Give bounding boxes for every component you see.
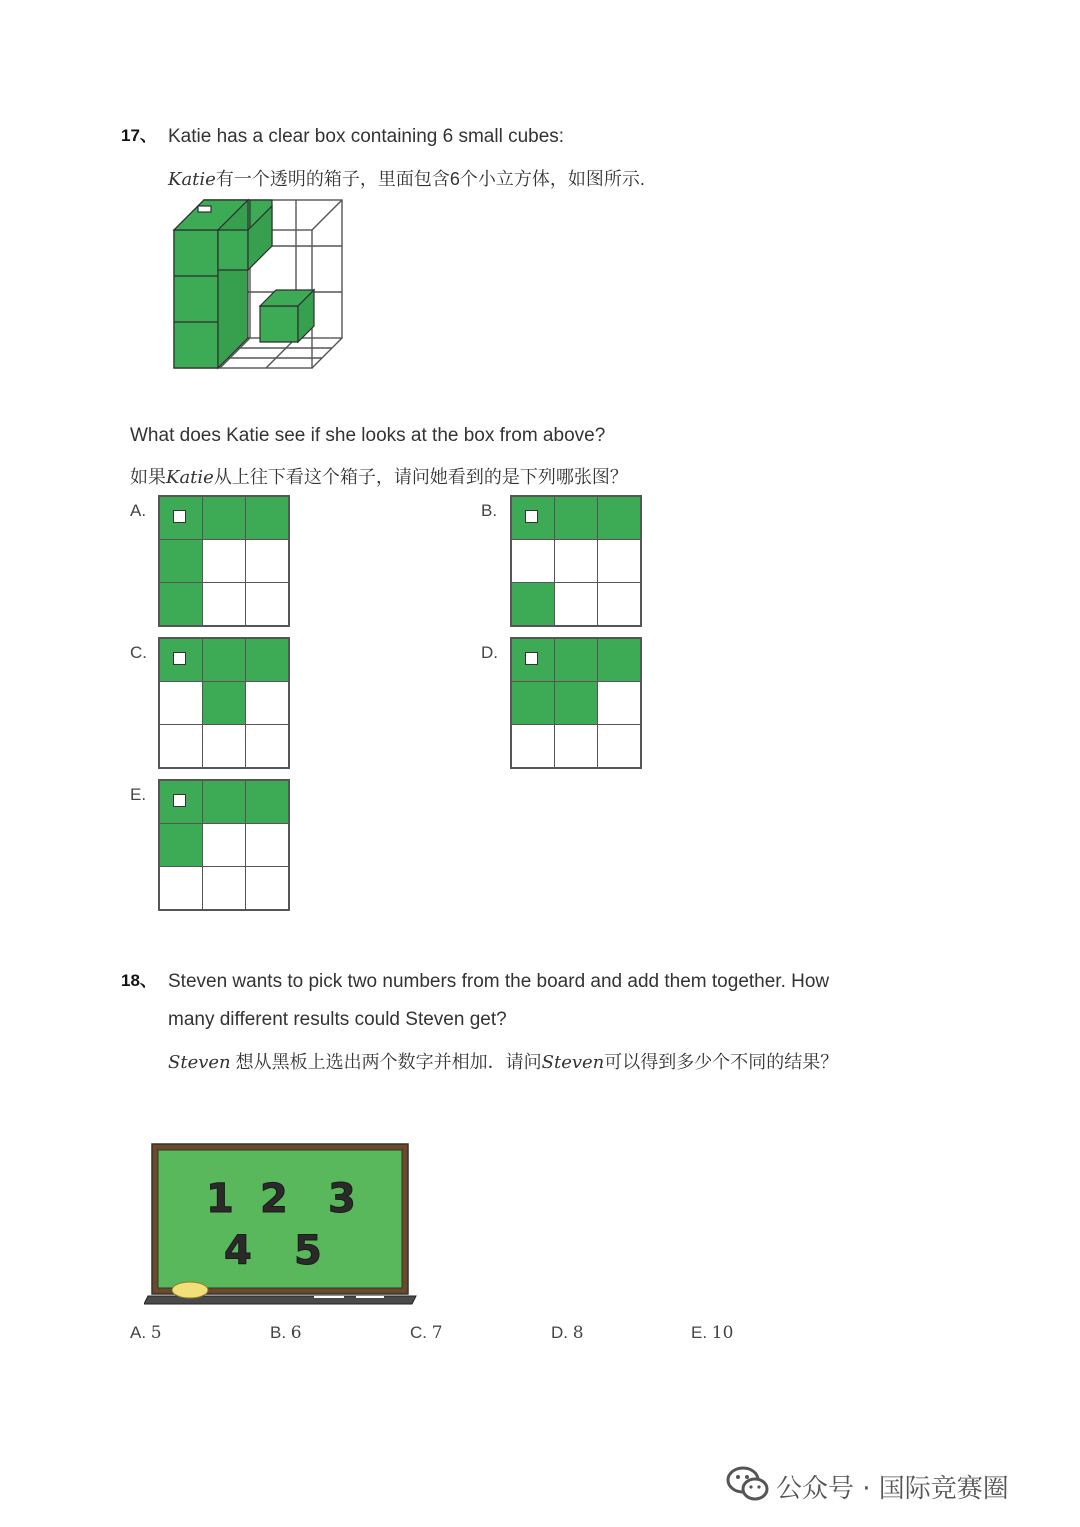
grid-cell-green xyxy=(246,639,288,681)
answer-d-label: D. xyxy=(551,1323,568,1342)
q18-text-cn xyxy=(168,1048,838,1074)
option-c-label: C. xyxy=(130,643,147,662)
grid-cell-empty xyxy=(512,725,554,767)
grid-cell-green xyxy=(160,583,202,625)
q17-question-cn-name: Katie xyxy=(166,467,214,488)
grid-cell-green xyxy=(203,639,245,681)
option-a-grid[interactable] xyxy=(158,495,290,627)
sponge-eraser xyxy=(172,1282,208,1298)
board-number-1: 1 xyxy=(206,1176,234,1222)
marker-square-icon xyxy=(173,794,186,807)
q17-text-en: Katie has a clear box containing 6 small cubes: xyxy=(168,126,565,147)
option-c-grid[interactable] xyxy=(158,637,290,769)
grid-cell-empty xyxy=(246,867,288,909)
board-number-4: 4 xyxy=(224,1228,252,1274)
grid-cell-empty xyxy=(203,867,245,909)
answer-e-value: 10 xyxy=(711,1323,734,1343)
answer-b-value: 6 xyxy=(290,1323,302,1343)
q17-question-cn xyxy=(130,463,628,489)
grid-cell-empty xyxy=(246,583,288,625)
q17-question-cn-pre: 如果 xyxy=(130,467,166,487)
answer-c[interactable] xyxy=(410,1323,443,1343)
grid-cell-green xyxy=(160,781,202,823)
answer-a-label: A. xyxy=(130,1323,147,1342)
grid-cell-empty xyxy=(598,725,640,767)
q18-cn-mid: 想从黑板上选出两个数字并相加．请问 xyxy=(230,1052,542,1072)
grid-cell-green xyxy=(512,682,554,724)
answer-a-value: 5 xyxy=(150,1323,162,1343)
grid-cell-empty xyxy=(555,725,597,767)
grid-cell-green xyxy=(160,497,202,539)
grid-cell-empty xyxy=(203,725,245,767)
answer-a[interactable] xyxy=(130,1323,162,1343)
grid-cell-empty xyxy=(246,824,288,866)
answer-e-label: E. xyxy=(691,1323,708,1342)
answer-b[interactable] xyxy=(270,1323,302,1343)
grid-cell-green xyxy=(160,540,202,582)
q18-cn-rest: 可以得到多少个不同的结果？ xyxy=(604,1052,839,1072)
grid-cell-green xyxy=(203,497,245,539)
grid-cell-green xyxy=(246,781,288,823)
grid-cell-empty xyxy=(160,725,202,767)
q18-cn-name1: Steven xyxy=(168,1052,231,1073)
clear-box-illustration xyxy=(170,196,346,372)
grid-cell-green xyxy=(555,639,597,681)
grid-cell-green xyxy=(598,497,640,539)
grid-cell-empty xyxy=(598,682,640,724)
grid-cell-green xyxy=(246,497,288,539)
grid-cell-green xyxy=(512,639,554,681)
q17-text-cn xyxy=(168,165,645,191)
grid-cell-empty xyxy=(246,540,288,582)
grid-cell-empty xyxy=(598,540,640,582)
answer-d-value: 8 xyxy=(572,1323,584,1343)
option-d-label: D. xyxy=(481,643,498,662)
grid-cell-green xyxy=(512,583,554,625)
grid-cell-empty xyxy=(203,540,245,582)
grid-cell-green xyxy=(555,682,597,724)
wechat-icon xyxy=(726,1466,770,1502)
q17-question-cn-rest: 从上往下看这个箱子，请问她看到的是下列哪张图？ xyxy=(213,467,628,487)
watermark-text: 公众号 · 国际竞赛圈 xyxy=(776,1474,1009,1504)
board-number-3: 3 xyxy=(328,1176,356,1222)
marker-square-icon xyxy=(173,510,186,523)
grid-cell-green xyxy=(203,682,245,724)
grid-cell-green xyxy=(203,781,245,823)
chalkboard-illustration xyxy=(144,1140,420,1308)
grid-cell-empty xyxy=(555,583,597,625)
board-number-5: 5 xyxy=(294,1228,322,1274)
answer-b-label: B. xyxy=(270,1323,287,1342)
grid-cell-empty xyxy=(203,583,245,625)
answer-d[interactable] xyxy=(551,1323,584,1343)
grid-cell-empty xyxy=(246,725,288,767)
grid-cell-empty xyxy=(160,682,202,724)
answer-c-value: 7 xyxy=(431,1323,443,1343)
q17-number: 17、 xyxy=(121,126,157,145)
grid-cell-empty xyxy=(246,682,288,724)
option-b-label: B. xyxy=(481,501,498,520)
board-number-2: 2 xyxy=(260,1176,288,1222)
grid-cell-empty xyxy=(555,540,597,582)
q18-cn-name2: Steven xyxy=(541,1052,605,1073)
option-d-grid[interactable] xyxy=(510,637,642,769)
q17-question-en: What does Katie see if she looks at the box from above? xyxy=(130,425,606,446)
marker-square-icon xyxy=(173,652,186,665)
grid-cell-green xyxy=(555,497,597,539)
option-e-grid[interactable] xyxy=(158,779,290,911)
grid-cell-green xyxy=(160,639,202,681)
grid-cell-empty xyxy=(598,583,640,625)
q17-cn-rest: 有一个透明的箱子，里面包含6个小立方体，如图所示. xyxy=(215,169,645,189)
answer-c-label: C. xyxy=(410,1323,427,1342)
grid-cell-empty xyxy=(203,824,245,866)
q18-text-en-line1: Steven wants to pick two numbers from the board and add them together. How xyxy=(168,971,830,992)
answer-e[interactable] xyxy=(691,1323,733,1343)
option-b-grid[interactable] xyxy=(510,495,642,627)
option-a-label: A. xyxy=(130,501,147,520)
grid-cell-green xyxy=(512,497,554,539)
q18-number: 18、 xyxy=(121,971,157,990)
grid-cell-green xyxy=(160,824,202,866)
q18-text-en-line2: many different results could Steven get? xyxy=(168,1009,507,1030)
q17-cn-name: Katie xyxy=(168,169,216,190)
grid-cell-empty xyxy=(512,540,554,582)
marker-square-icon xyxy=(525,510,538,523)
grid-cell-empty xyxy=(160,867,202,909)
marker-square-icon xyxy=(525,652,538,665)
grid-cell-green xyxy=(598,639,640,681)
option-e-label: E. xyxy=(130,785,147,804)
